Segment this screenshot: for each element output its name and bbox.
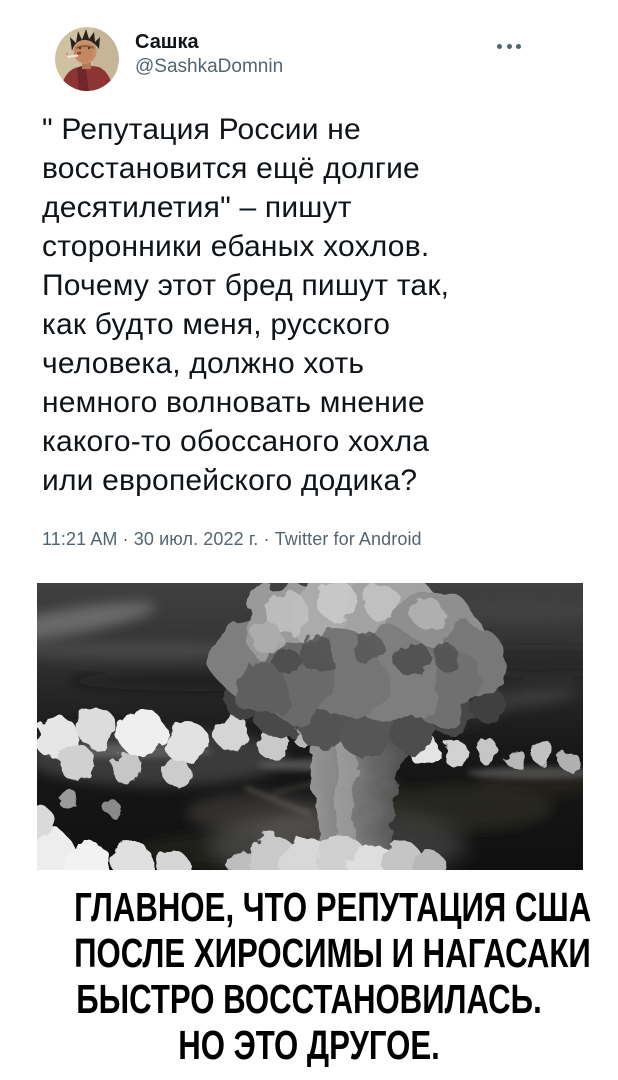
tweet-text-line: как будто меня, русского	[42, 308, 391, 341]
tweet-text-line: " Репутация России не	[42, 113, 361, 146]
tweet-text-line: немного волновать мнение	[42, 386, 425, 419]
more-dot	[516, 44, 521, 49]
author-name[interactable]: Сашка	[135, 31, 199, 53]
avatar-portrait-icon	[55, 27, 119, 91]
meme-caption-line: ПОСЛЕ ХИРОСИМЫ И НАГАСАКИ	[74, 930, 591, 976]
tweet-timestamp: 11:21 AM · 30 июл. 2022 г. · Twitter for Android	[42, 529, 422, 549]
avatar[interactable]	[55, 27, 119, 91]
mushroom-cloud-photo	[37, 583, 583, 870]
tweet-text-line: человека, должно хоть	[42, 347, 365, 380]
meme-caption-line: БЫСТРО ВОССТАНОВИЛАСЬ.	[76, 976, 542, 1022]
tweet-text-line: десятилетия" – пишут	[42, 191, 352, 224]
author-handle[interactable]: @SashkaDomnin	[135, 56, 284, 77]
tweet-text-line: восстановится ещё долгие	[42, 152, 420, 185]
tweet-text-line: или европейского додика?	[42, 464, 418, 497]
more-menu-icon[interactable]	[493, 40, 525, 53]
tweet-text-line: какого-то обоссаного хохла	[42, 425, 430, 458]
tweet-photo[interactable]	[37, 583, 583, 870]
more-dot	[507, 44, 512, 49]
meme-caption-line: ГЛАВНОЕ, ЧТО РЕПУТАЦИЯ США	[74, 884, 592, 930]
more-dot	[497, 44, 502, 49]
tweet-text-line: Почему этот бред пишут так,	[42, 269, 450, 302]
meme-caption	[74, 884, 592, 1068]
meme-caption-line: НО ЭТО ДРУГОЕ.	[178, 1022, 440, 1068]
tweet-text	[42, 110, 587, 500]
tweet-text-line: сторонники ебаных хохлов.	[42, 230, 430, 263]
